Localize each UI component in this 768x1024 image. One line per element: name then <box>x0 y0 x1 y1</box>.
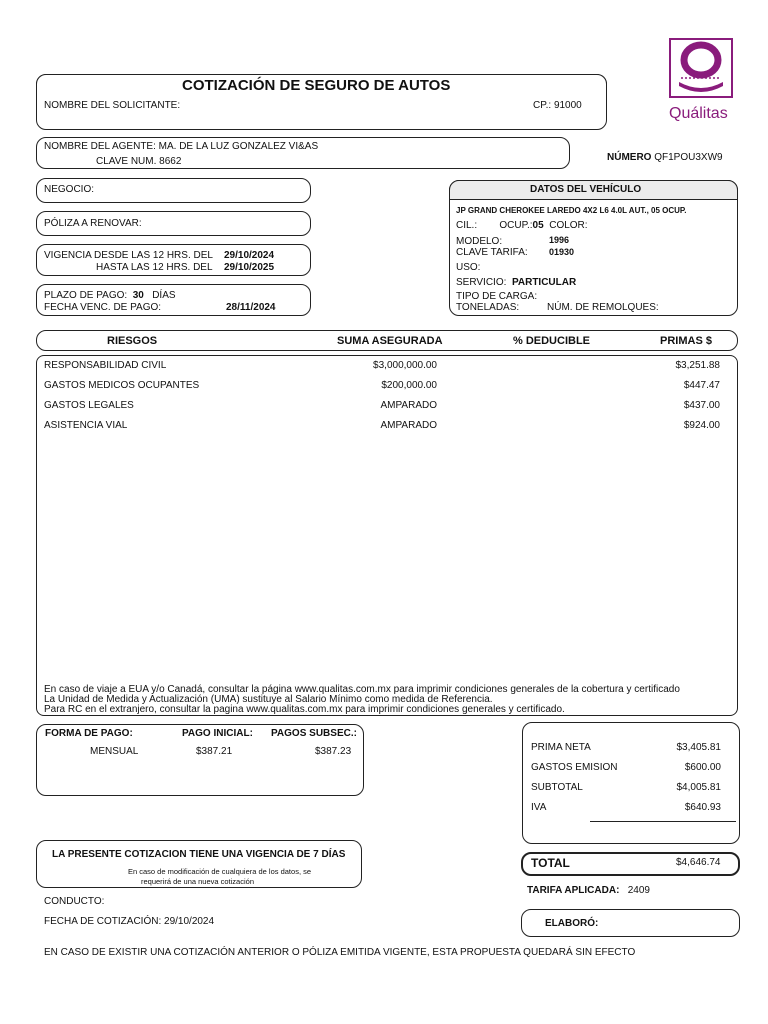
venc-label: FECHA VENC. DE PAGO: <box>44 302 162 313</box>
riesgo-prima: $447.47 <box>683 380 720 391</box>
note-1: En caso de viaje a EUA y/o Canadá, consultar la página www.qualitas.com.mx para imprimir condiciones generales de la cobertura y certificado <box>44 684 680 695</box>
riesgo-prima: $3,251.88 <box>675 360 720 371</box>
riesgo-suma: AMPARADO <box>380 400 437 411</box>
cil-line: CIL.: OCUP.:05 COLOR: <box>456 220 588 231</box>
qualitas-logo <box>666 38 736 128</box>
riesgo-suma: $3,000,000.00 <box>373 360 437 371</box>
brand-name: Quálitas <box>669 105 728 122</box>
remolques-label: NÚM. DE REMOLQUES: <box>547 302 659 313</box>
vehiculo-desc: JP GRAND CHEROKEE LAREDO 4X2 L6 4.0L AUT., 05 OCUP. <box>456 206 687 215</box>
vigencia-note-2: requerirá de una nueva cotización <box>141 877 254 886</box>
vigencia-hasta-label: HASTA LAS 12 HRS. DEL <box>96 262 213 273</box>
agente-clave: CLAVE NUM. 8662 <box>96 156 182 167</box>
modelo-value: 1996 <box>549 235 570 245</box>
vehiculo-title: DATOS DEL VEHÍCULO <box>530 184 642 195</box>
totales-value: $640.93 <box>684 802 721 813</box>
totales-value: $3,405.81 <box>676 742 721 753</box>
col-suma: SUMA ASEGURADA <box>337 335 443 347</box>
totales-label: SUBTOTAL <box>531 782 583 793</box>
cp-value: CP.: 91000 <box>533 100 582 111</box>
col-riesgos: RIESGOS <box>107 335 158 347</box>
fecha-cotizacion: FECHA DE COTIZACIÓN: 29/10/2024 <box>44 916 215 927</box>
riesgo-name: ASISTENCIA VIAL <box>44 420 128 431</box>
servicio-line: SERVICIO: PARTICULAR <box>456 277 577 288</box>
qualitas-logo-icon <box>669 38 733 100</box>
col-primas: PRIMAS $ <box>660 335 712 347</box>
note-3: Para RC en el extranjero, consultar la pagina www.qualitas.com.mx para imprimir condiciones generales y certificado. <box>44 704 565 715</box>
solicitante-label: NOMBRE DEL SOLICITANTE: <box>44 100 181 111</box>
riesgo-name: GASTOS MEDICOS OCUPANTES <box>44 380 200 391</box>
numero <box>607 152 723 163</box>
plazo-label: PLAZO DE PAGO: 30 DÍAS <box>44 290 176 301</box>
vigencia-cotizacion-title: LA PRESENTE COTIZACION TIENE UNA VIGENCIA DE 7 DÍAS <box>52 849 346 860</box>
totales-value: $600.00 <box>684 762 721 773</box>
subsec-label: PAGOS SUBSEC.: <box>271 728 357 739</box>
riesgo-name: GASTOS LEGALES <box>44 400 134 411</box>
carga-label: TIPO DE CARGA: <box>456 291 538 302</box>
total-label: TOTAL <box>531 856 570 870</box>
negocio-label: NEGOCIO: <box>44 184 95 195</box>
totales-label: GASTOS EMISION <box>531 762 618 773</box>
inicial-value: $387.21 <box>196 746 233 757</box>
note-2: La Unidad de Medida y Actualización (UMA) sustituye al Salario Mínimo como medida de Referencia. <box>44 694 493 705</box>
riesgo-name: RESPONSABILIDAD CIVIL <box>44 360 167 371</box>
clave-label: CLAVE TARIFA: <box>456 247 528 258</box>
forma-value: MENSUAL <box>90 746 139 757</box>
numero-label: NÚMERO <box>607 152 652 163</box>
forma-label: FORMA DE PAGO: <box>45 728 133 739</box>
venc-value: 28/11/2024 <box>226 302 276 313</box>
vigencia-hasta: 29/10/2025 <box>224 262 275 273</box>
clave-value: 01930 <box>549 247 575 257</box>
uso-label: USO: <box>456 262 481 273</box>
vigencia-desde-label: VIGENCIA DESDE LAS 12 HRS. DEL <box>44 250 213 261</box>
iva-rule <box>590 821 736 822</box>
footer-text: EN CASO DE EXISTIR UNA COTIZACIÓN ANTERIOR O PÓLIZA EMITIDA VIGENTE, ESTA PROPUESTA QUEDARÁ SIN EFECTO <box>44 947 636 958</box>
toneladas-label: TONELADAS: <box>456 302 520 313</box>
totales-label: PRIMA NETA <box>531 742 591 753</box>
page-title: COTIZACIÓN DE SEGURO DE AUTOS <box>182 77 451 94</box>
riesgo-suma: AMPARADO <box>380 420 437 431</box>
totales-value: $4,005.81 <box>676 782 721 793</box>
modelo-label: MODELO: <box>456 236 503 247</box>
riesgo-prima: $437.00 <box>683 400 720 411</box>
col-deducible: % DEDUCIBLE <box>513 335 591 347</box>
elaboro-label: ELABORÓ: <box>545 918 599 929</box>
inicial-label: PAGO INICIAL: <box>182 728 253 739</box>
total-value: $4,646.74 <box>676 857 721 868</box>
vigencia-desde: 29/10/2024 <box>224 250 275 261</box>
vigencia-note-1: En caso de modificación de cualquiera de los datos, se <box>128 867 312 876</box>
conducto-label: CONDUCTO: <box>44 896 105 907</box>
subsec-value: $387.23 <box>315 746 352 757</box>
agente-label: NOMBRE DEL AGENTE: MA. DE LA LUZ GONZALEZ VI&AS <box>44 141 319 152</box>
riesgo-prima: $924.00 <box>683 420 720 431</box>
totales-label: IVA <box>531 802 547 813</box>
riesgo-suma: $200,000.00 <box>381 380 437 391</box>
poliza-label: PÓLIZA A RENOVAR: <box>44 218 142 229</box>
tarifa: TARIFA APLICADA: 2409 <box>527 885 650 896</box>
numero-value: QF1POU3XW9 <box>654 152 723 163</box>
